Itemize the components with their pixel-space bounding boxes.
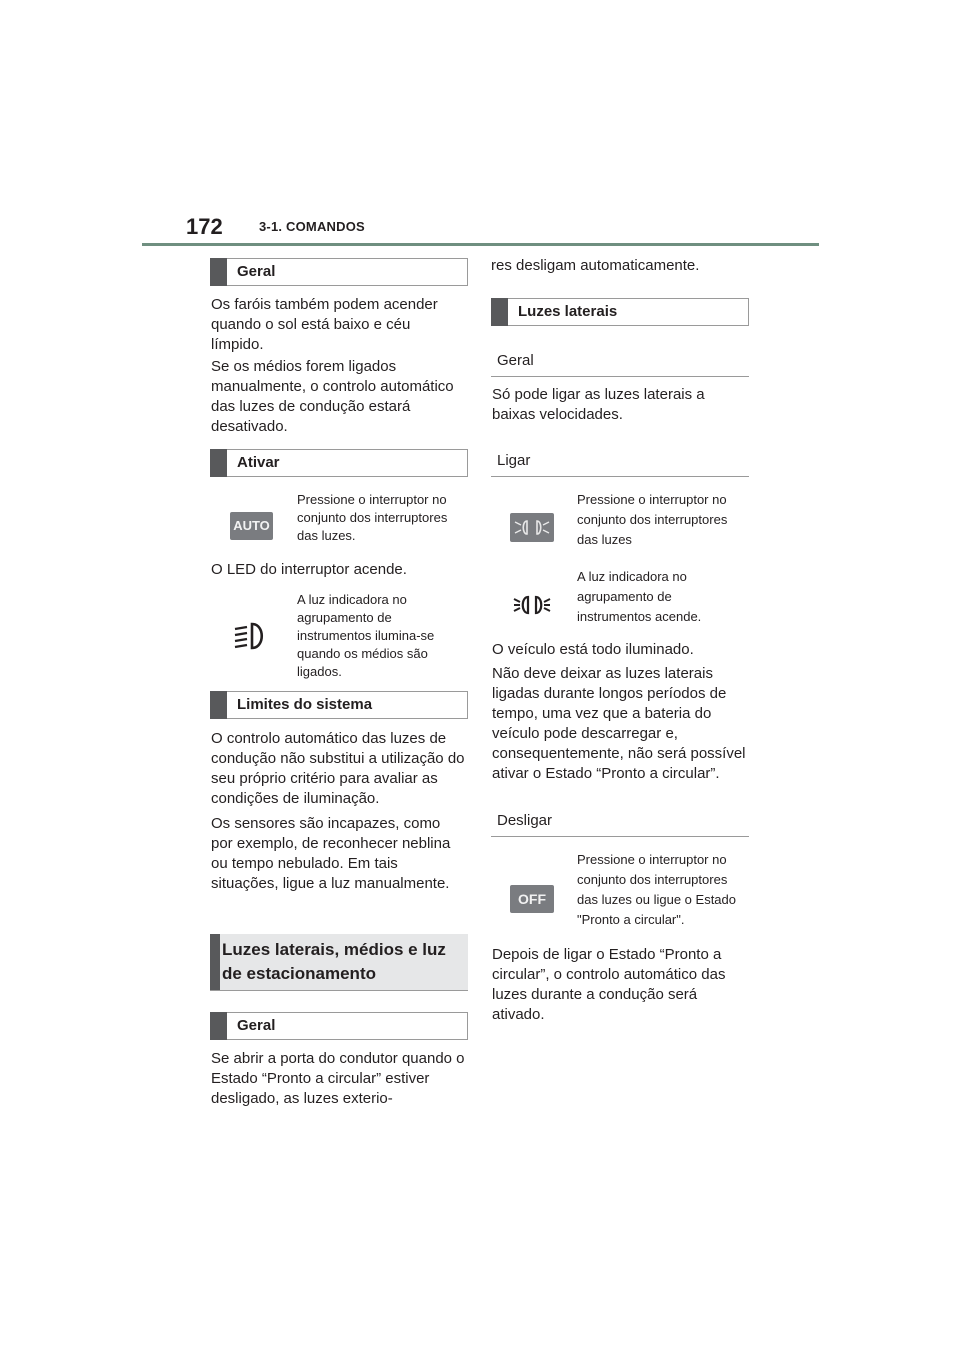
- paragraph-continued: res desligam automaticamente.: [491, 257, 700, 274]
- heading-limites: [210, 691, 468, 719]
- off-button-icon: [510, 885, 554, 913]
- heading-label: Ativar: [237, 454, 280, 471]
- subheading-geral: [491, 340, 749, 377]
- heading-geral: [210, 258, 468, 286]
- side-light-indicator-icon: [513, 594, 551, 616]
- low-beam-description: A luz indicadora no agrupamento de instrumentos ilumina-se quando os médios são ligados.: [297, 592, 435, 679]
- auto-button-icon: [230, 512, 273, 540]
- subheading-desligar: [491, 800, 749, 837]
- heading-bar: [210, 691, 227, 719]
- paragraph-final: Depois de ligar o Estado “Pronto a circular”, o controlo automático das luzes durante a condução será ativado.: [492, 946, 726, 1023]
- heading-luzes-laterais: [491, 298, 749, 326]
- subheading-label: Ligar: [497, 452, 531, 469]
- low-beam-indicator-icon: [232, 620, 270, 654]
- heading-label: Limites do sistema: [237, 696, 373, 713]
- switch-description: Pressione o interruptor no conjunto dos interruptores das luzes: [577, 492, 728, 547]
- section-heading-lights: [210, 934, 468, 991]
- paragraph-door: Se abrir a porta do condutor quando o Estado “Pronto a circular” estiver desligado, as luzes exterio-: [211, 1050, 465, 1107]
- indicator-description: A luz indicadora no agrupamento de instrumentos acende.: [577, 569, 702, 624]
- paragraph-sensors: Os sensores são incapazes, como por exemplo, de reconhecer neblina ou tempo nebulado. Em tais situações, ligue a luz manualmente.: [211, 815, 451, 892]
- heading-label: Geral: [237, 1017, 276, 1034]
- heading-bar: [210, 258, 227, 286]
- subheading-label: Desligar: [497, 812, 553, 829]
- subheading-ligar: [491, 440, 749, 477]
- heading-bar: [210, 1012, 227, 1040]
- side-light-button-icon: [510, 513, 554, 542]
- side-light-symbol-icon: [510, 513, 554, 542]
- heading-ativar: [210, 449, 468, 477]
- heading-geral-2: [210, 1012, 468, 1040]
- header-rule: [142, 243, 819, 246]
- paragraph-limits: O controlo automático das luzes de condução não substitui a utilização do seu próprio critério para avaliar as condições de iluminação.: [211, 730, 465, 807]
- heading-label: Geral: [237, 263, 276, 280]
- auto-icon-label: AUTO: [233, 518, 270, 533]
- subheading-label: Geral: [497, 352, 534, 369]
- paragraph-manual: Se os médios forem ligados manualmente, o controlo automático das luzes de condução estará desativado.: [211, 358, 454, 435]
- heading-label: Luzes laterais: [518, 303, 618, 320]
- section-title: 3-1. COMANDOS: [259, 219, 365, 234]
- paragraph-lit: O veículo está todo iluminado.: [492, 641, 694, 658]
- section-heading-label: Luzes laterais, médios e luz de estacionamento: [222, 940, 446, 983]
- paragraph-sun: Os faróis também podem acender quando o sol está baixo e céu límpido.: [211, 296, 438, 353]
- off-description: Pressione o interruptor no conjunto dos interruptores das luzes ou ligue o Estado "Pronto a circular".: [577, 852, 736, 927]
- led-text: O LED do interruptor acende.: [211, 561, 407, 578]
- heading-bar: [210, 934, 220, 990]
- page-number: 172: [186, 214, 223, 239]
- paragraph-warning: Não deve deixar as luzes laterais ligadas durante longos períodos de tempo, uma vez que a bateria do veículo pode descarregar e, consequentemente, não será possível ativar o Estado “Pronto a circular”.: [492, 665, 746, 782]
- auto-description: Pressione o interruptor no conjunto dos interruptores das luzes.: [297, 492, 448, 543]
- heading-bar: [210, 449, 227, 477]
- paragraph-speed: Só pode ligar as luzes laterais a baixas velocidades.: [492, 386, 705, 423]
- off-icon-label: OFF: [518, 891, 546, 907]
- heading-bar: [491, 298, 508, 326]
